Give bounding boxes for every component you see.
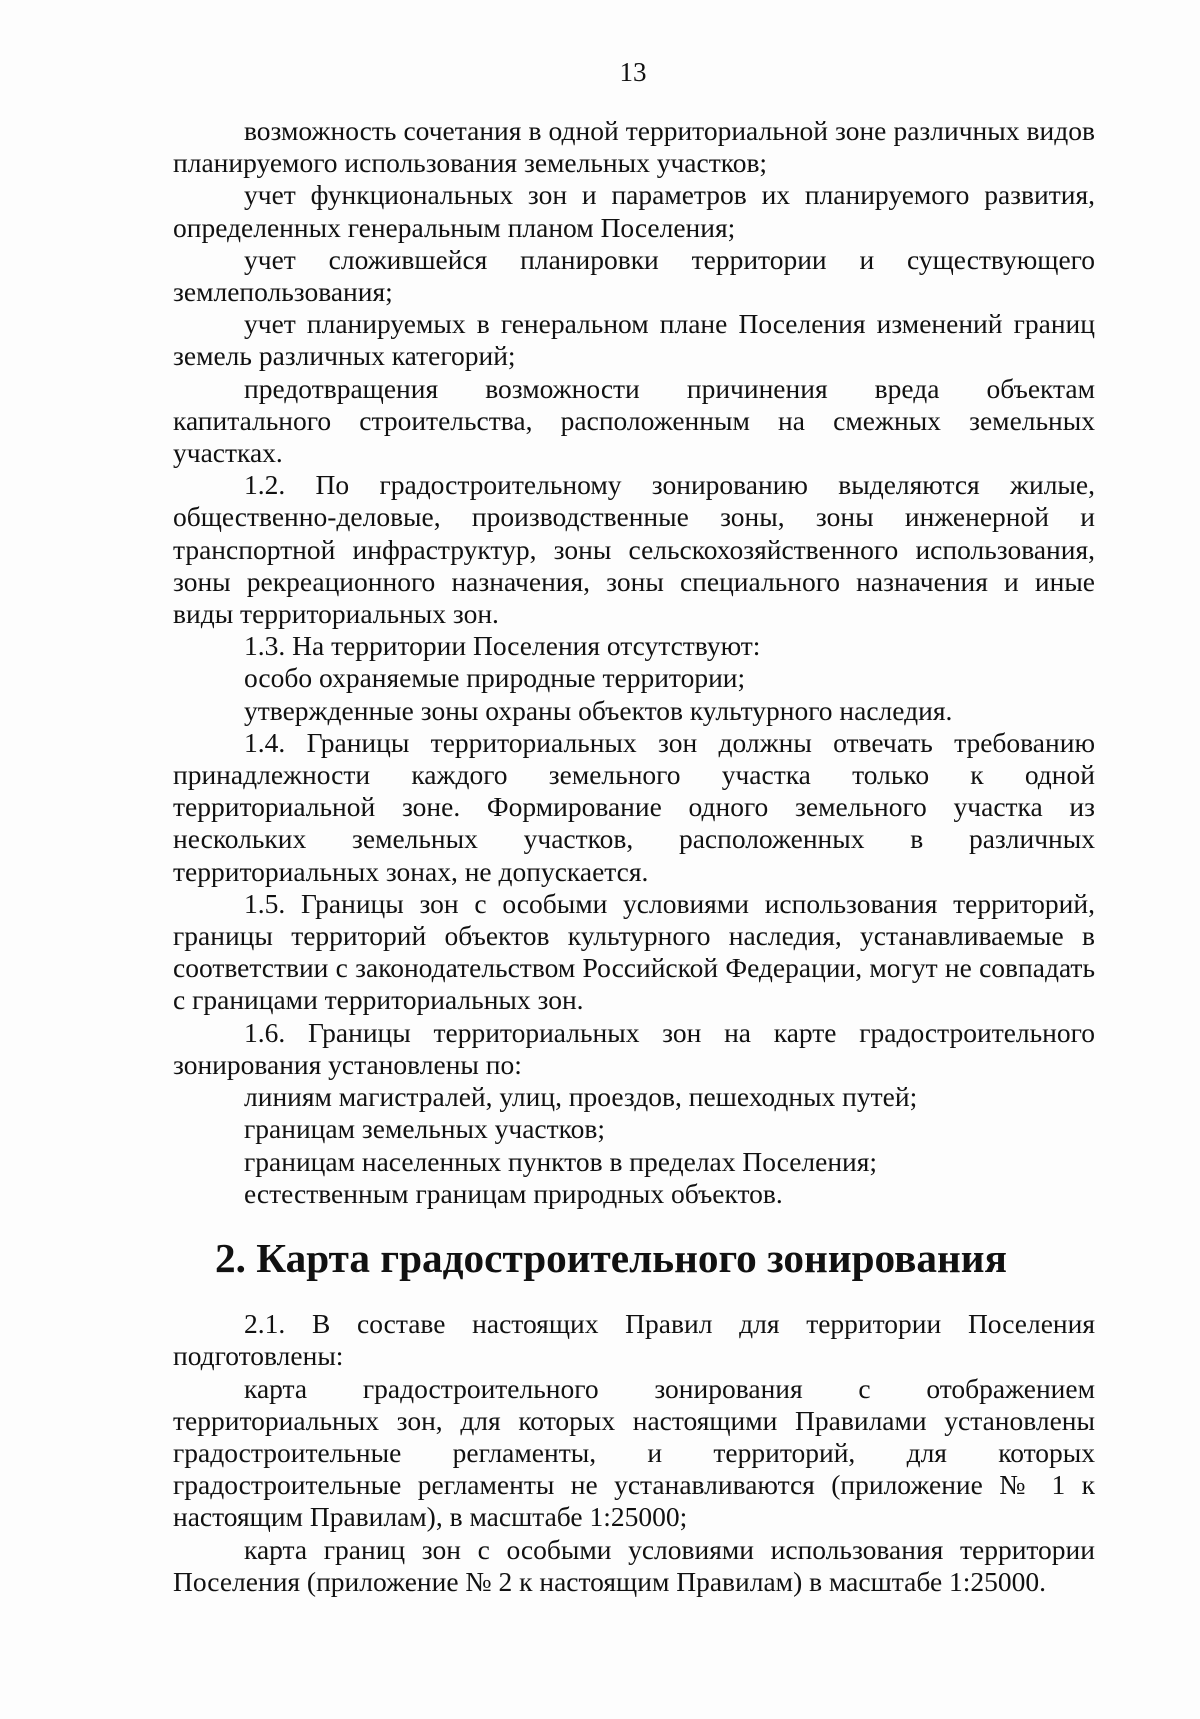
- list-item: линиям магистралей, улиц, проездов, пешеходных путей;: [244, 1081, 918, 1113]
- list-item: утвержденные зоны охраны объектов культурного наследия.: [244, 694, 953, 726]
- paragraph-1-3: 1.3. На территории Поселения отсутствуют:: [244, 630, 761, 662]
- paragraph-1-2: 1.2. По градостроительному зонированию выделяются жилые, общественно-деловые, производственные зоны, зоны инженерной и транспортной инфраструктур, зоны сельскохозяйственного использования, зоны рекреационного назначения, зоны специального назначения и иные виды территориальных зон.: [173, 469, 1095, 630]
- list-item: границам земельных участков;: [244, 1113, 605, 1145]
- section-heading: 2. Карта градостроительного зонирования: [215, 1234, 1007, 1281]
- paragraph: учет функциональных зон и параметров их планируемого развития, определенных генеральным планом Поселения;: [173, 179, 1095, 243]
- paragraph: карта границ зон с особыми условиями использования территории Поселения (приложение № 2 к настоящим Правилам) в масштабе 1:25000.: [173, 1533, 1095, 1597]
- paragraph: карта градостроительного зонирования с отображением территориальных зон, для которых настоящими Правилами установлены градостроительные регламенты, и территорий, для которых градостроительные регламенты не устанавливаются (приложение № 1 к настоящим Правилам), в масштабе 1:25000;: [173, 1372, 1095, 1533]
- page-number: 13: [619, 57, 647, 87]
- paragraph-1-5: 1.5. Границы зон с особыми условиями использования территорий, границы территорий объектов культурного наследия, устанавливаемые в соответствии с законодательством Российской Федерации, могут не совпадать с границами территориальных зон.: [173, 887, 1095, 1016]
- paragraph-1-6: 1.6. Границы территориальных зон на карте градостроительного зонирования установлены по:: [173, 1016, 1095, 1080]
- paragraph-1-4: 1.4. Границы территориальных зон должны отвечать требованию принадлежности каждого земельного участка только к одной территориальной зоне. Формирование одного земельного участка из нескольких земельных участков, расположенных в различных территориальных зонах, не допускается.: [173, 726, 1095, 887]
- document-body: [173, 115, 1095, 1598]
- paragraph: предотвращения возможности причинения вреда объектам капитального строительства, расположенным на смежных земельных участках.: [173, 372, 1095, 469]
- paragraph: учет планируемых в генеральном плане Поселения изменений границ земель различных категорий;: [173, 308, 1095, 372]
- list-item: особо охраняемые природные территории;: [244, 662, 746, 694]
- paragraph: возможность сочетания в одной территориальной зоне различных видов планируемого использования земельных участков;: [173, 115, 1095, 179]
- list-item: границам населенных пунктов в пределах Поселения;: [244, 1145, 878, 1177]
- paragraph: учет сложившейся планировки территории и существующего землепользования;: [173, 243, 1095, 308]
- list-item: естественным границам природных объектов.: [244, 1177, 783, 1209]
- paragraph-2-1: 2.1. В составе настоящих Правил для территории Поселения подготовлены:: [173, 1308, 1095, 1372]
